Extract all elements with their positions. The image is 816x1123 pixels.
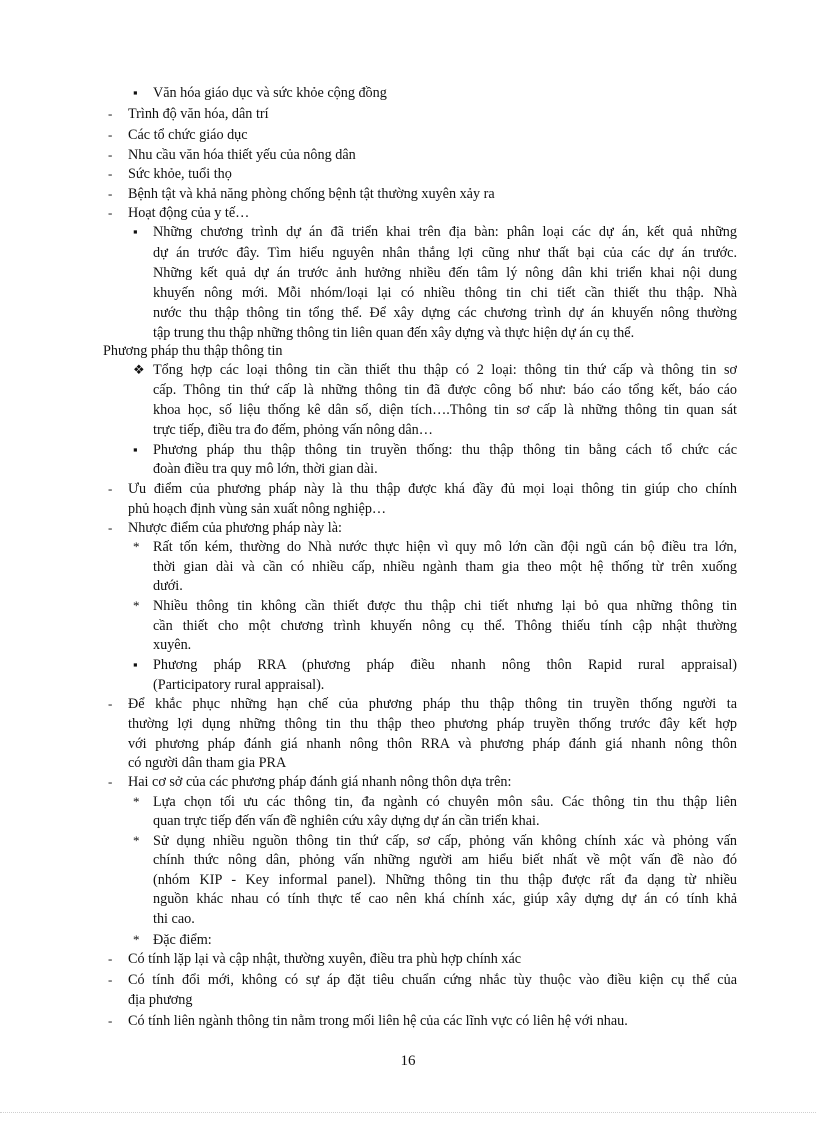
text-line: - Nhược điểm của phương pháp này là:	[108, 520, 342, 536]
text-line: - Hoạt động của y tế…	[108, 205, 250, 221]
dash-bullet-icon: -	[108, 147, 113, 162]
text-line: - Các tổ chức giáo dục	[108, 127, 248, 143]
text-line: địa phương	[128, 992, 193, 1008]
dash-bullet-icon: -	[108, 972, 113, 987]
text-line: ▪ Phương pháp RRA (phương pháp điều nhanh nông thôn Rapid rural appraisal)	[133, 657, 737, 673]
text-line: (Participatory rural appraisal).	[153, 677, 325, 693]
text-line: * Lựa chọn tối ưu các thông tin, đa ngành có chuyên môn sâu. Các thông tin thu thập liên	[133, 794, 737, 810]
text-line: quan trực tiếp đến vấn đề nghiên cứu xây dựng dự án cần triển khai.	[153, 813, 540, 829]
text-line: * Đặc điểm:	[133, 932, 212, 948]
dash-bullet-icon: -	[108, 481, 113, 496]
square-bullet-icon: ▪	[133, 85, 138, 100]
star-bullet-icon: *	[133, 932, 140, 947]
text-line: - Bệnh tật và khả năng phòng chống bệnh tật thường xuyên xảy ra	[108, 186, 495, 202]
text-line: thời gian dài và cần có nhiều cấp, nhiều ngành tham gia theo một hệ thống từ trên xuống	[153, 559, 737, 575]
text-line: - Có tính lặp lại và cập nhật, thường xuyên, điều tra phù hợp chính xác	[108, 951, 522, 967]
text-line: cấp. Thông tin thứ cấp là những thông tin đã được công bố như: báo cáo tổng kết, báo cáo	[153, 382, 737, 398]
text-line: * Nhiều thông tin không cần thiết được thu thập chi tiết nhưng lại bỏ qua những thông tin	[133, 598, 737, 614]
diamond-bullet-icon: ❖	[133, 362, 145, 377]
text-line: phủ hoạch định vùng sản xuất nông nghiệp…	[128, 501, 387, 517]
text-line: * Rất tốn kém, thường do Nhà nước thực hiện vì quy mô lớn cần đội ngũ cán bộ điều tra lớn,	[133, 539, 737, 555]
text-line: khoa học, số liệu thống kê dân số, diện tích….Thông tin sơ cấp là những thông tin quan sát	[153, 402, 737, 418]
text-line: nước thu thập thông tin tổng thể. Để xây dựng các chương trình dự án khuyến nông thường	[153, 305, 737, 321]
dash-bullet-icon: -	[108, 166, 113, 181]
text-line: đoàn điều tra quy mô lớn, thời gian dài.	[153, 461, 378, 477]
square-bullet-icon: ▪	[133, 224, 138, 239]
dash-bullet-icon: -	[108, 127, 113, 142]
text-line: - Trình độ văn hóa, dân trí	[108, 106, 269, 122]
text-line: trực tiếp, điều tra đo đếm, phỏng vấn nông dân…	[153, 422, 433, 438]
page-edge-divider	[0, 1112, 816, 1114]
star-bullet-icon: *	[133, 794, 140, 809]
text-line: khuyến nông mới. Mỗi nhóm/loại lại có nhiều thông tin chi tiết cần thiết thu thập. Nhà	[153, 285, 737, 301]
text-line: với phương pháp đánh giá nhanh nông thôn RRA và phương pháp đánh giá nhanh nông thôn	[128, 736, 737, 752]
section-heading: Phương pháp thu thập thông tin	[103, 343, 283, 359]
dash-bullet-icon: -	[108, 186, 113, 201]
dash-bullet-icon: -	[108, 205, 113, 220]
square-bullet-icon: ▪	[133, 442, 138, 457]
text-line: ▪ Văn hóa giáo dục và sức khỏe cộng đồng	[133, 85, 387, 101]
text-line: thường lợi dụng những thông tin thu thập theo phương pháp truyền thống trước đây kết hợp	[128, 716, 737, 732]
dash-bullet-icon: -	[108, 774, 113, 789]
text-line: chính thức nông dân, phỏng vấn những người am hiểu biết nhất về một vấn đề nào đó	[153, 852, 737, 868]
text-line: có người dân tham gia PRA	[128, 755, 287, 771]
text-line: ▪ Những chương trình dự án đã triển khai trên địa bàn: phân loại các dự án, kết quả những	[133, 224, 737, 240]
text-line: (nhóm KIP - Key informal panel). Những thông tin thu thập được rất đa dạng từ nhiều	[153, 872, 737, 888]
text-line: - Có tính liên ngành thông tin nằm trong mối liên hệ của các lĩnh vực có liên hệ với nhau.	[108, 1013, 628, 1029]
text-line: - Để khắc phục những hạn chế của phương pháp thu thập thông tin truyền thống người ta	[108, 696, 737, 712]
star-bullet-icon: *	[133, 833, 140, 848]
text-line: thi cao.	[153, 911, 195, 927]
text-line: - Có tính đổi mới, không có sự áp đặt tiêu chuẩn cứng nhắc tùy thuộc vào điều kiện cụ thể của	[108, 972, 737, 988]
dash-bullet-icon: -	[108, 1013, 113, 1028]
dash-bullet-icon: -	[108, 106, 113, 121]
text-line: - Hai cơ sở của các phương pháp đánh giá nhanh nông thôn dựa trên:	[108, 774, 512, 790]
text-line: dưới.	[153, 578, 183, 594]
square-bullet-icon: ▪	[133, 657, 138, 672]
text-line: nguồn khác nhau có tính thực tế cao nên khá chính xác, giúp xây dựng dự án có tính khả	[153, 891, 737, 907]
star-bullet-icon: *	[133, 598, 140, 613]
dash-bullet-icon: -	[108, 520, 113, 535]
text-line: - Ưu điểm của phương pháp này là thu thập được khá đầy đủ mọi loại thông tin giúp cho chính	[108, 481, 737, 497]
text-line: Những kết quả dự án trước ảnh hưởng nhiều đến tâm lý nông dân khi triển khai nội dung	[153, 265, 737, 281]
text-line: dự án trước đây. Tìm hiểu nguyên nhân thắng lợi cũng như thất bại của các dự án trước.	[153, 245, 737, 261]
text-line: - Sức khỏe, tuổi thọ	[108, 166, 232, 182]
text-line: xuyên.	[153, 637, 192, 653]
star-bullet-icon: *	[133, 539, 140, 554]
text-line: ▪ Phương pháp thu thập thông tin truyền thống: thu thập thông tin bằng cách tổ chức các	[133, 442, 737, 458]
text-line: cần thiết cho một chương trình khuyến nông cụ thể. Thông thiếu tính cập nhật thường	[153, 618, 737, 634]
dash-bullet-icon: -	[108, 696, 113, 711]
text-line: * Sử dụng nhiều nguồn thông tin thứ cấp, sơ cấp, phỏng vấn không chính xác và phỏng vấn	[133, 833, 737, 849]
page-number: 16	[400, 1053, 416, 1069]
text-line: ❖ Tổng hợp các loại thông tin cần thiết thu thập có 2 loại: thông tin thứ cấp và thông tin sơ	[133, 362, 737, 378]
text-line: - Nhu cầu văn hóa thiết yếu của nông dân	[108, 147, 356, 163]
dash-bullet-icon: -	[108, 951, 113, 966]
text-line: tập trung thu thập những thông tin liên quan đến xây dựng và thực hiện dự án cụ thể.	[153, 325, 635, 341]
